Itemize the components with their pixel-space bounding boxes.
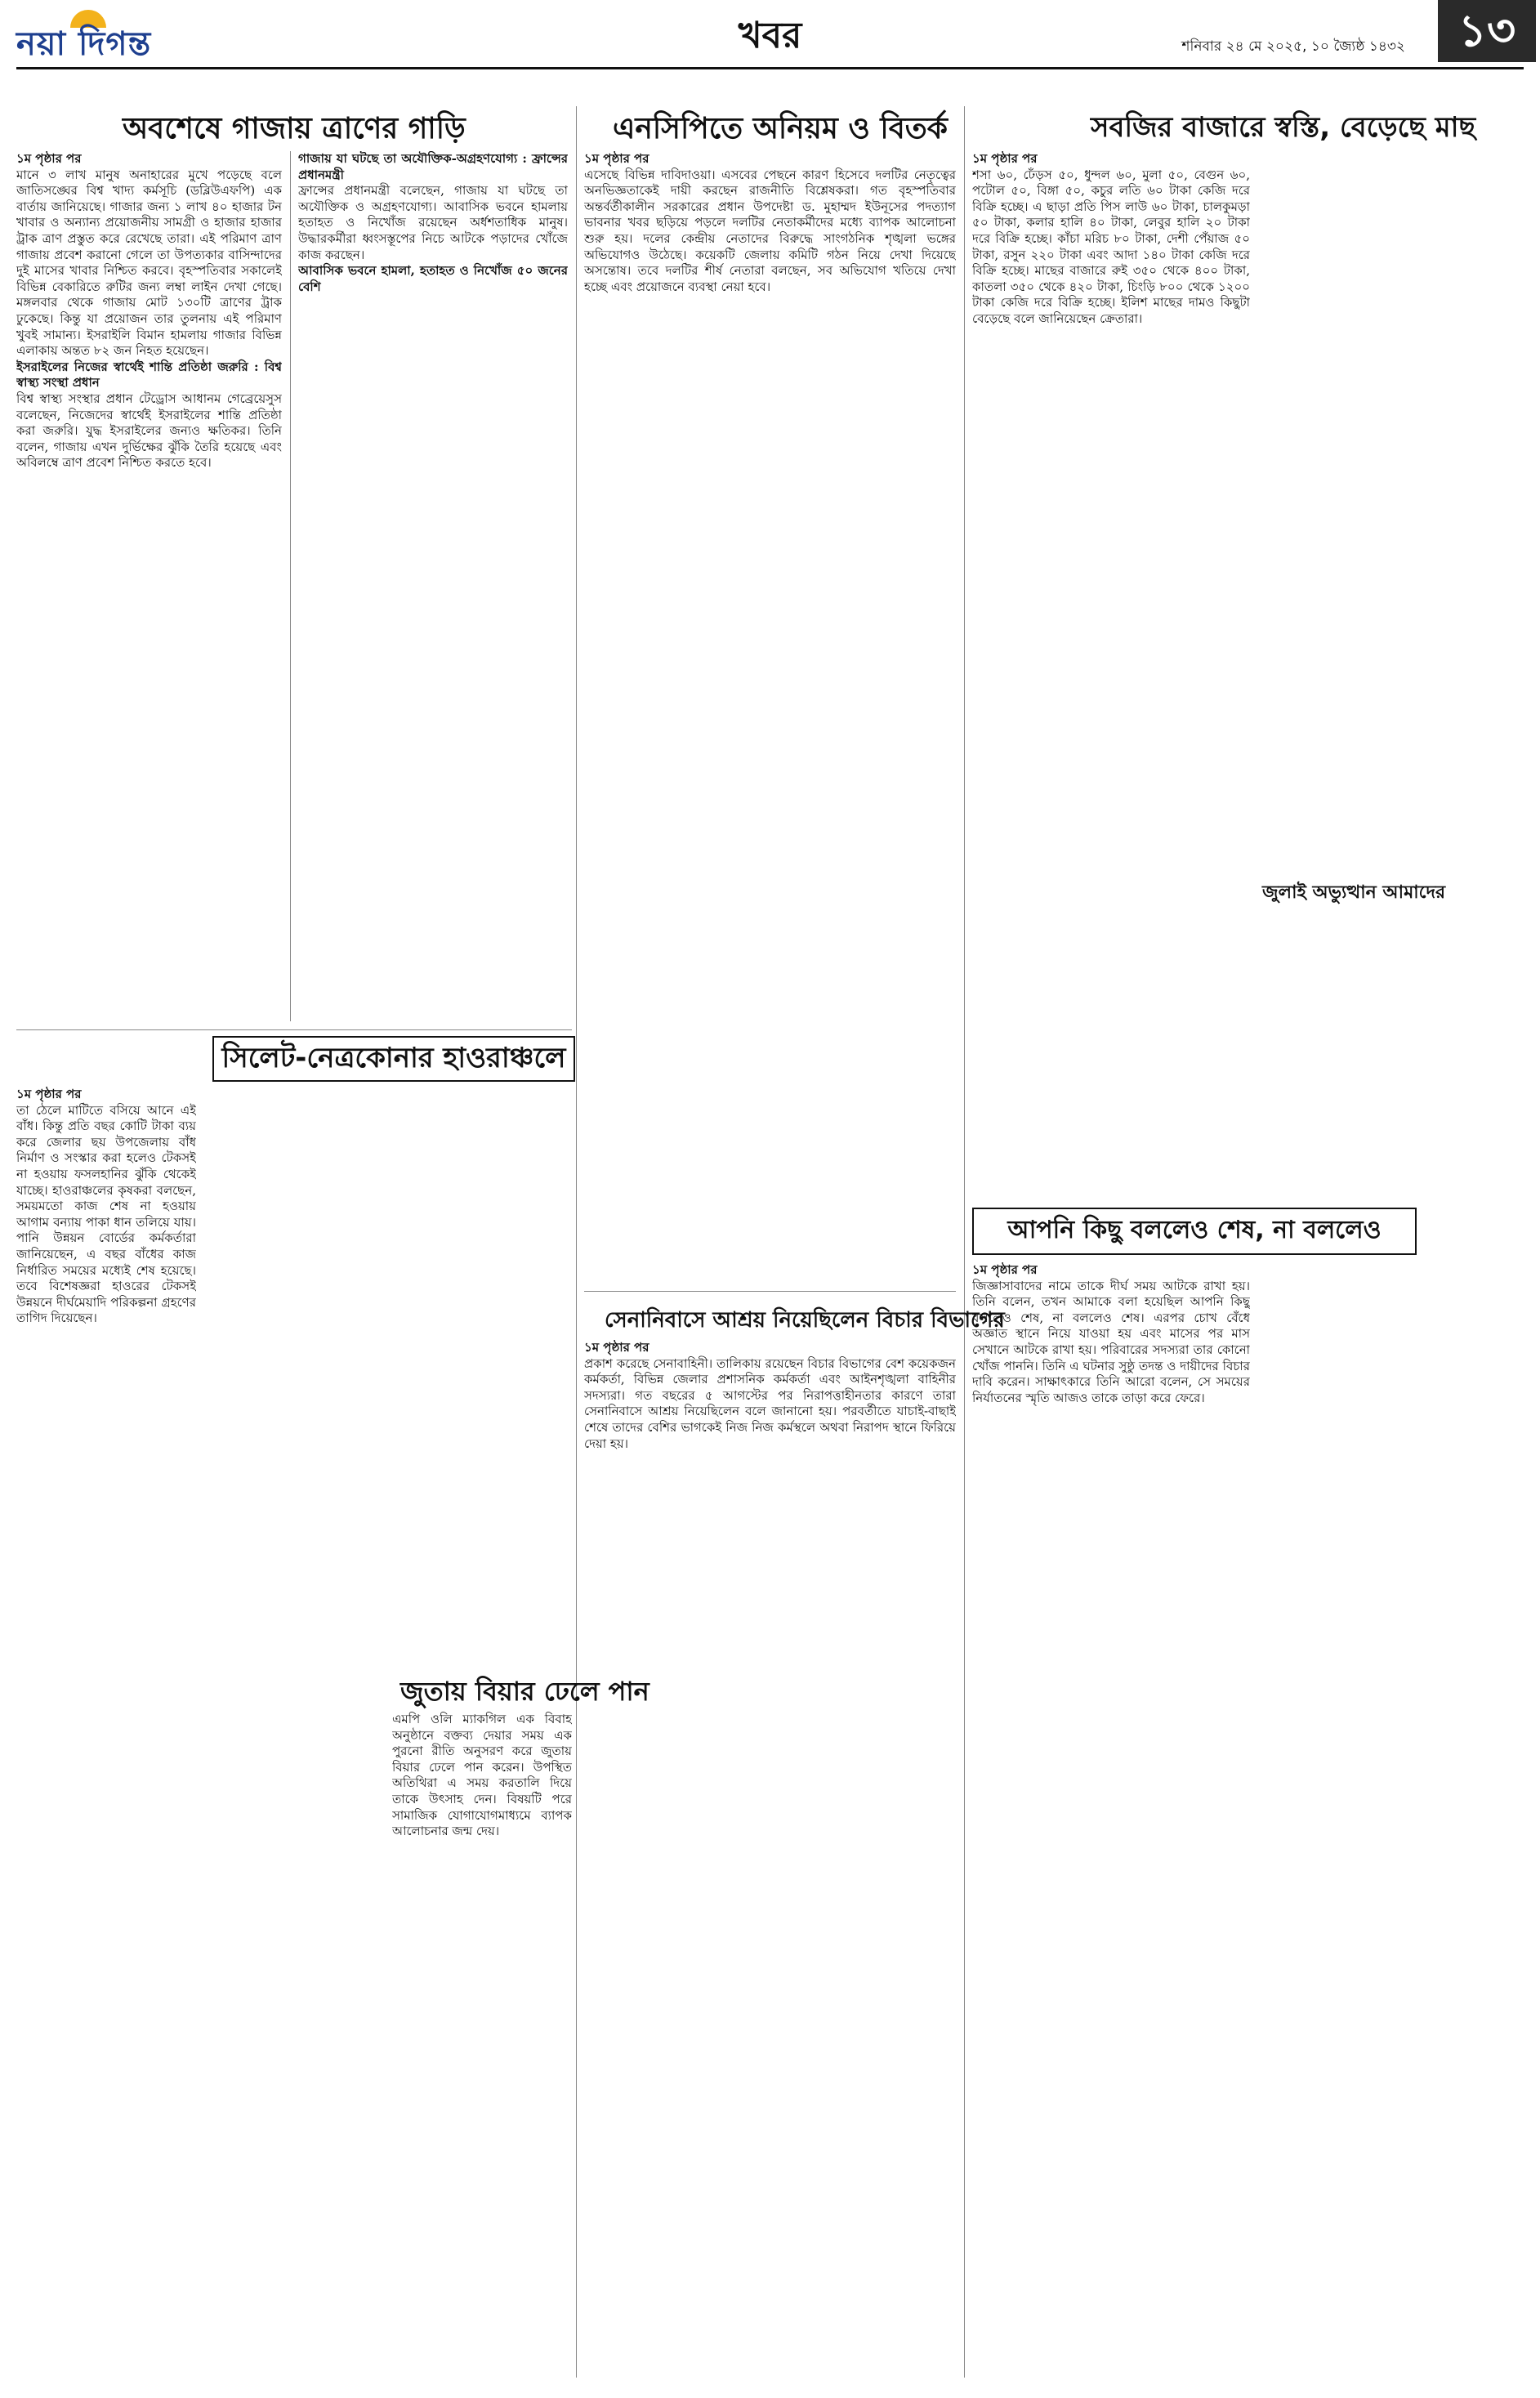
headline-haor: সিলেট-নেত্রকোনার হাওরাঞ্চলে: [212, 1036, 575, 1082]
headline-ncp: এনসিপিতে অনিয়ম ও বিতর্ক: [613, 112, 948, 145]
article-text: এসেছে বিভিন্ন দাবিদাওয়া। এসবের পেছনে কারণ হিসেবে দলটির নেতৃত্বের অনভিজ্ঞতাকেই দায়ী করছেন রাজনীতি বিশ্লেষকরা। গত বৃহস্পতিবার অন্তর্বর্তীকালীন সরকারের প্রধান উপদেষ্টা ড. মুহাম্মদ ইউনূসের পদত্যাগ ভাবনার খবর ছড়িয়ে পড়লে দলটির নেতাকর্মীদের মধ্যে ব্যাপক আলোচনা শুরু হয়। দলের কেন্দ্রীয় নেতাদের বিরুদ্ধে সাংগঠনিক শৃঙ্খলা ভঙ্গের অভিযোগও উঠেছে। কয়েকটি জেলায় কমিটি গঠন নিয়ে দেখা দিয়েছে অসন্তোষ। তবে দলটির শীর্ষ নেতারা বলছেন, সব অভিযোগ খতিয়ে দেখা হচ্ছে এবং প্রয়োজনে ব্যবস্থা নেয়া হবে।: [584, 167, 956, 294]
continued-label: ১ম পৃষ্ঠার পর: [972, 1262, 1038, 1277]
article-nothing-said-col1: [972, 1262, 1250, 2378]
logo-text: নয়া দিগন্ত: [16, 25, 152, 63]
article-beer-shoe: [392, 1712, 572, 2378]
article-text: তা ঠেলে মাটিতে বসিয়ে আনে এই বাঁধ। কিন্তু প্রতি বছর কোটি টাকা ব্যয় করে জেলার ছয় উপজেলায় বাঁধ নির্মাণ ও সংস্কার করা হলেও টেকসই না হওয়ায় ফসলহানির ঝুঁকি থেকেই যাচ্ছে। হাওরাঞ্চলের কৃষকরা বলছেন, সময়মতো কাজ শেষ না হওয়ায় আগাম বন্যায় পাকা ধান তলিয়ে যায়। পানি উন্নয়ন বোর্ডের কর্মকর্তারা জানিয়েছেন, এ বছর বাঁধের কাজ নির্ধারিত সময়ের মধ্যেই শেষ হয়েছে। তবে বিশেষজ্ঞরা হাওরের টেকসই উন্নয়নে দীর্ঘমেয়াদি পরিকল্পনা গ্রহণের তাগিদ দিয়েছেন।: [16, 1102, 196, 1326]
top-rule: [16, 67, 1524, 69]
continued-label: ১ম পৃষ্ঠার পর: [16, 151, 82, 166]
section-rule: [584, 1291, 956, 1292]
page-number: ১৩: [1438, 0, 1536, 62]
headline-beer-shoe: জুতায় বিয়ার ঢেলে পান: [400, 1676, 649, 1707]
article-haor-col2: [204, 1087, 384, 2378]
column-rule: [964, 106, 965, 2378]
headline-gaza-relief: অবশেষে গাজায় ত্রাণের গাড়ি: [123, 112, 466, 145]
headline-cantonment: সেনানিবাসে আশ্রয় নিয়েছিলেন বিচার বিভাগের: [605, 1308, 1005, 1333]
column-rule: [576, 106, 577, 2378]
subhead: আবাসিক ভবনে হামলা, হতাহত ও নিখোঁজ ৫০ জনের বেশি: [298, 263, 568, 294]
article-text: মানে ৩ লাখ মানুষ অনাহারের মুখে পড়েছে বলে জাতিসঙ্ঘের বিশ্ব খাদ্য কর্মসূচি (ডব্লিউএফপি) এক বার্তায় জানিয়েছে। গাজার জন্য ১ লাখ ৪০ হাজার টন খাবার ও অন্যান্য প্রয়োজনীয় সামগ্রী ও হাজার হাজার ট্রাক ত্রাণ প্রস্তুত করে রেখেছে তারা। এই পরিমাণ ত্রাণ গাজায় প্রবেশ করানো গেলে তা উপত্যকার বাসিন্দাদের দুই মাসের খাবার নিশ্চিত করবে। বৃহস্পতিবার সকালেই বিভিন্ন বেকারিতে রুটির জন্য লম্বা লাইন দেখা গেছে। মঙ্গলবার থেকে গাজায় মোট ১৩০টি ত্রাণের ট্রাক ঢুকেছে। কিন্তু যা প্রয়োজন তার তুলনায় এই পরিমাণ খুবই সামান্য। ইসরাইলি বিমান হামলায় গাজার বিভিন্ন এলাকায় অন্তত ৮২ জন নিহত হয়েছেন।: [16, 167, 282, 359]
article-text: প্রকাশ করেছে সেনাবাহিনী। তালিকায় রয়েছেন বিচার বিভাগের বেশ কয়েকজন কর্মকর্তা, বিভিন্ন জেলার প্রশাসনিক কর্মকর্তা এবং আইনশৃঙ্খলা বাহিনীর সদস্যরা। গত বছরের ৫ আগস্টের পর নিরাপত্তাহীনতার কারণে তারা সেনানিবাসে আশ্রয় নিয়েছিলেন বলে জানানো হয়। পরবর্তীতে যাচাই-বাছাই শেষে তাদের বেশির ভাগকেই নিজ নিজ কর্মস্থলে অথবা নিরাপদ স্থানে ফিরিয়ে দেয়া হয়।: [584, 1355, 956, 1451]
subhead-july-uprising: জুলাই অভ্যুত্থান আমাদের: [1262, 882, 1446, 903]
continued-label: ১ম পৃষ্ঠার পর: [972, 151, 1038, 166]
article-text: বিশ্ব স্বাস্থ্য সংস্থার প্রধান টেড্রোস আধানম গেব্রেয়েসুস বলেছেন, নিজেদের স্বার্থেই ইসরাইলের শান্তি প্রতিষ্ঠা করা জরুরি। যুদ্ধ ইসরাইলের জন্যও ক্ষতিকর। তিনি বলেন, গাজায় এখন দুর্ভিক্ষের ঝুঁকি তৈরি হয়েছে এবং অবিলম্বে ত্রাণ প্রবেশ নিশ্চিত করতে হবে।: [16, 391, 282, 471]
article-text: ফ্রান্সের প্রধানমন্ত্রী বলেছেন, গাজায় যা ঘটছে তা অযৌক্তিক ও অগ্রহণযোগ্য। আবাসিক ভবনে হামলায় হতাহত ও নিখোঁজ রয়েছেন অর্ধশতাধিক মানুষ। উদ্ধারকর্মীরা ধ্বংসস্তূপের নিচে আটকে পড়াদের খোঁজে কাজ করছেন।: [298, 183, 568, 262]
continued-label: ১ম পৃষ্ঠার পর: [584, 1340, 649, 1355]
article-market-col2: [1258, 151, 1524, 870]
article-nothing-said-col2: [1258, 1262, 1524, 2378]
article-cantonment: [584, 1340, 956, 2378]
subhead: গাজায় যা ঘটছে তা অযৌক্তিক-অগ্রহণযোগ্য : ফ্রান্সের প্রধানমন্ত্রী: [298, 151, 568, 182]
article-text: শসা ৬০, ঢেঁড়স ৫০, ধুন্দল ৬০, মুলা ৫০, বেগুন ৬০, পটোল ৫০, বিঙ্গা ৫০, কচুর লতি ৬০ টাকা কেজি দরে বিক্রি হচ্ছে। এ ছাড়া প্রতি পিস লাউ ৬০ টাকা, চালকুমড়া ৫০ টাকা, কলার হালি ৪০ টাকা, লেবুর হালি ২০ টাকা দরে বিক্রি হচ্ছে। কাঁচা মরিচ ৮০ টাকা, দেশী পেঁয়াজ ৫০ টাকা, রসুন ২২০ টাকা এবং আদা ১৪০ টাকা কেজি দরে বিক্রি হচ্ছে। মাছের বাজারে রুই ৩৫০ থেকে ৪০০ টাকা, কাতলা ৩৫০ থেকে ৪২০ টাকা, চিংড়ি ৮০০ থেকে ১২০০ টাকা কেজি দরে বিক্রি হচ্ছে। ইলিশ মাছের দামও কিছুটা বেড়েছে বলে জানিয়েছেন ক্রেতারা।: [972, 167, 1250, 326]
date-line: শনিবার ২৪ মে ২০২৫, ১০ জ্যৈষ্ঠ ১৪৩২: [1181, 38, 1405, 55]
section-rule: [16, 1029, 572, 1030]
article-gaza-col2: [298, 151, 568, 1021]
article-market-col1: [972, 151, 1250, 1201]
article-text: জিজ্ঞাসাবাদের নামে তাকে দীর্ঘ সময় আটকে রাখা হয়। তিনি বলেন, তখন আমাকে বলা হয়েছিল আপনি কিছু বললেও শেষ, না বললেও শেষ। এরপর চোখ বেঁধে অজ্ঞাত স্থানে নিয়ে যাওয়া হয় এবং মাসের পর মাস সেখানে আটকে রাখা হয়। পরিবারের সদস্যরা তার কোনো খোঁজ পাননি। তিনি এ ঘটনার সুষ্ঠু তদন্ত ও দায়ীদের বিচার দাবি করেন। সাক্ষাৎকারে তিনি আরো বলেন, সে সময়ের নির্যাতনের স্মৃতি আজও তাকে তাড়া করে ফেরে।: [972, 1278, 1250, 1405]
article-text: এমপি ওলি ম্যাকগিল এক বিবাহ অনুষ্ঠানে বক্তব্য দেয়ার সময় এক পুরনো রীতি অনুসরণ করে জুতায় বিয়ার ঢেলে পান করেন। উপস্থিত অতিথিরা এ সময় করতালি দিয়ে তাকে উৎসাহ দেন। বিষয়টি পরে সামাজিক যোগাযোগমাধ্যমে ব্যাপক আলোচনার জন্ম দেয়।: [392, 1712, 572, 1839]
continued-label: ১ম পৃষ্ঠার পর: [584, 151, 649, 166]
section-title: খবর: [738, 15, 802, 56]
headline-nothing-said: আপনি কিছু বললেও শেষ, না বললেও: [972, 1208, 1417, 1255]
article-gaza-col1: [16, 151, 282, 1021]
continued-label: ১ম পৃষ্ঠার পর: [16, 1087, 82, 1101]
article-haor-col1: [16, 1087, 196, 2378]
article-ncp: [584, 151, 956, 1283]
subhead: ইসরাইলের নিজের স্বার্থেই শান্তি প্রতিষ্ঠা জরুরি : বিশ্ব স্বাস্থ্য সংস্থা প্রধান: [16, 359, 282, 391]
column-rule: [290, 151, 291, 1021]
headline-market: সবজির বাজারে স্বস্তি, বেড়েছে মাছ: [1091, 111, 1476, 144]
masthead: [0, 0, 1540, 64]
